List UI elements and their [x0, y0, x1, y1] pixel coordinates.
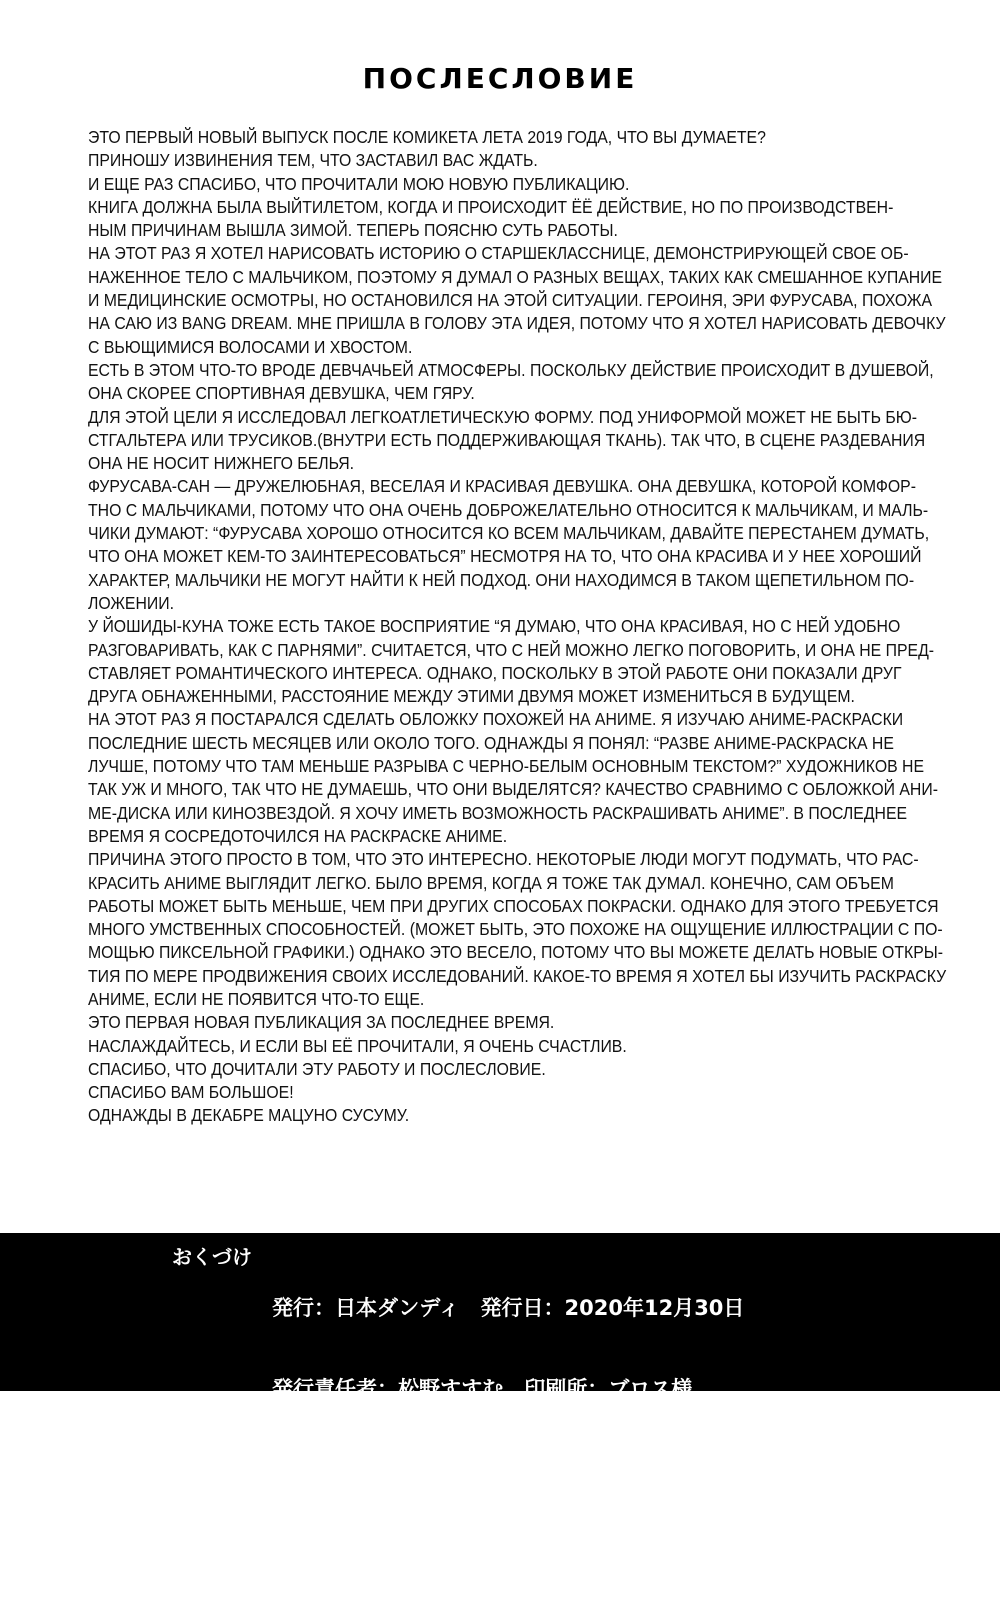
text-line: ТНО С МАЛЬЧИКАМИ, ПОТОМУ ЧТО ОНА ОЧЕНЬ ДОБРОЖЕЛАТЕЛЬНО ОТНОСИТСЯ К МАЛЬЧИКАМ, И МАЛЬ- — [88, 499, 929, 520]
text-line: ДЛЯ ЭТОЙ ЦЕЛИ Я ИССЛЕДОВАЛ ЛЕГКОАТЛЕТИЧЕСКУЮ ФОРМУ. ПОД УНИФОРМОЙ МОЖЕТ НЕ БЫТЬ БЮ- — [88, 406, 917, 427]
text-line: МЕ-ДИСКА ИЛИ КИНОЗВЕЗДОЙ. Я ХОЧУ ИМЕТЬ ВОЗМОЖНОСТЬ РАСКРАШИВАТЬ АНИМЕ”. В ПОСЛЕДНЕЕ — [88, 802, 908, 823]
colophon-row-publisher: 発行：日本ダンディ 発行日：2020年12月30日 — [272, 1296, 745, 1320]
text-line: СТАВЛЯЕТ РОМАНТИЧЕСКОГО ИНТЕРЕСА. ОДНАКО, ПОСКОЛЬКУ В ЭТОЙ РАБОТЕ ОНИ ПОКАЗАЛИ ДРУГ — [88, 662, 902, 683]
text-line: ЛОЖЕНИИ. — [88, 592, 175, 613]
text-line: ФУРУСАВА-САН — ДРУЖЕЛЮБНАЯ, ВЕСЕЛАЯ И КРАСИВАЯ ДЕВУШКА. ОНА ДЕВУШКА, КОТОРОЙ КОМФОР- — [88, 476, 916, 497]
colophon-row-responsible: 発行責任者：松野すすむ 印刷所：ブロス様 — [272, 1377, 693, 1401]
text-line: КРАСИТЬ АНИМЕ ВЫГЛЯДИТ ЛЕГКО. БЫЛО ВРЕМЯ, КОГДА Я ТОЖЕ ТАК ДУМАЛ. КОНЕЧНО, САМ ОБЪЕМ — [88, 872, 894, 893]
text-line: КНИГА ДОЛЖНА БЫЛА ВЫЙТИЛЕТОМ, КОГДА И ПРОИСХОДИТ ЁЁ ДЕЙСТВИЕ, НО ПО ПРОИЗВОДСТВЕН- — [88, 196, 894, 217]
text-line: ЧТО ОНА МОЖЕТ КЕМ-ТО ЗАИНТЕРЕСОВАТЬСЯ” НЕСМОТРЯ НА ТО, ЧТО ОНА КРАСИВА И У НЕЕ ХОРОШИЙ — [88, 546, 922, 567]
text-line: АНИМЕ, ЕСЛИ НЕ ПОЯВИТСЯ ЧТО-ТО ЕЩЕ. — [88, 988, 425, 1009]
text-line: ЭТО ПЕРВЫЙ НОВЫЙ ВЫПУСК ПОСЛЕ КОМИКЕТА ЛЕТА 2019 ГОДА, ЧТО ВЫ ДУМАЕТЕ? — [88, 127, 766, 147]
text-line: ПОСЛЕДНИЕ ШЕСТЬ МЕСЯЦЕВ ИЛИ ОКОЛО ТОГО. ОДНАЖДЫ Я ПОНЯЛ: “РАЗВЕ АНИМЕ-РАСКРАСКА НЕ — [88, 732, 894, 753]
text-line: ЧИКИ ДУМАЮТ: “ФУРУСАВА ХОРОШО ОТНОСИТСЯ КО ВСЕМ МАЛЬЧИКАМ, ДАВАЙТЕ ПЕРЕСТАНЕМ ДУМАТЬ, — [88, 523, 930, 544]
colophon-label: おくづけ — [172, 1245, 252, 1269]
colophon-footer — [0, 1233, 1000, 1563]
text-line: ОДНАЖДЫ В ДЕКАБРЕ МАЦУНО СУСУМУ. — [88, 1105, 410, 1126]
text-line: МОЩЬЮ ПИКСЕЛЬНОЙ ГРАФИКИ.) ОДНАКО ЭТО ВЕСЕЛО, ПОТОМУ ЧТО ВЫ МОЖЕТЕ ДЕЛАТЬ НОВЫЕ ОТКРЫ- — [88, 942, 944, 963]
text-line: ОНА СКОРЕЕ СПОРТИВНАЯ ДЕВУШКА, ЧЕМ ГЯРУ. — [88, 383, 475, 404]
text-line: ОНА НЕ НОСИТ НИЖНЕГО БЕЛЬЯ. — [88, 453, 355, 474]
text-line: РАБОТЫ МОЖЕТ БЫТЬ МЕНЬШЕ, ЧЕМ ПРИ ДРУГИХ СПОСОБАХ ПОКРАСКИ. ОДНАКО ДЛЯ ЭТОГО ТРЕБУЕТСЯ — [88, 895, 939, 916]
afterword-text — [88, 126, 963, 1128]
text-line: СТГАЛЬТЕРА ИЛИ ТРУСИКОВ.(ВНУТРИ ЕСТЬ ПОДДЕРЖИВАЮЩАЯ ТКАНЬ). ТАК ЧТО, В СЦЕНЕ РАЗДЕВАНИЯ — [88, 429, 926, 450]
text-line: ХАРАКТЕР, МАЛЬЧИКИ НЕ МОГУТ НАЙТИ К НЕЙ ПОДХОД. ОНИ НАХОДИМСЯ В ТАКОМ ЩЕПЕТИЛЬНОМ ПО- — [88, 569, 915, 590]
text-line: ЛУЧШЕ, ПОТОМУ ЧТО ТАМ МЕНЬШЕ РАЗРЫВА С ЧЕРНО-БЕЛЫМ ОСНОВНЫМ ТЕКСТОМ?” ХУДОЖНИКОВ НЕ — [88, 756, 925, 777]
text-line: НАСЛАЖДАЙТЕСЬ, И ЕСЛИ ВЫ ЕЁ ПРОЧИТАЛИ, Я ОЧЕНЬ СЧАСТЛИВ. — [88, 1035, 627, 1056]
text-line: ВРЕМЯ Я СОСРЕДОТОЧИЛСЯ НА РАСКРАСКЕ АНИМЕ. — [88, 825, 508, 846]
text-line: ПРИЧИНА ЭТОГО ПРОСТО В ТОМ, ЧТО ЭТО ИНТЕРЕСНО. НЕКОТОРЫЕ ЛЮДИ МОГУТ ПОДУМАТЬ, ЧТО РАС- — [88, 849, 919, 870]
text-line: ЕСТЬ В ЭТОМ ЧТО-ТО ВРОДЕ ДЕВЧАЧЬЕЙ АТМОСФЕРЫ. ПОСКОЛЬКУ ДЕЙСТВИЕ ПРОИСХОДИТ В ДУШЕВОЙ, — [88, 359, 934, 380]
text-line: НА ЭТОТ РАЗ Я ПОСТАРАЛСЯ СДЕЛАТЬ ОБЛОЖКУ ПОХОЖЕЙ НА АНИМЕ. Я ИЗУЧАЮ АНИМЕ-РАСКРАСКИ — [88, 709, 904, 730]
text-line: И МЕДИЦИНСКИЕ ОСМОТРЫ, НО ОСТАНОВИЛСЯ НА ЭТОЙ СИТУАЦИИ. ГЕРОИНЯ, ЭРИ ФУРУСАВА, ПОХОЖА — [88, 290, 933, 311]
text-line: У ЙОШИДЫ-КУНА ТОЖЕ ЕСТЬ ТАКОЕ ВОСПРИЯТИЕ “Я ДУМАЮ, ЧТО ОНА КРАСИВАЯ, НО С НЕЙ УДОБНО — [88, 616, 901, 637]
text-line: ТИЯ ПО МЕРЕ ПРОДВИЖЕНИЯ СВОИХ ИССЛЕДОВАНИЙ. КАКОЕ-ТО ВРЕМЯ Я ХОТЕЛ БЫ ИЗУЧИТЬ РАСКРАСКУ — [88, 965, 947, 986]
text-line: ПРИНОШУ ИЗВИНЕНИЯ ТЕМ, ЧТО ЗАСТАВИЛ ВАС ЖДАТЬ. — [88, 150, 538, 171]
text-line: РАЗГОВАРИВАТЬ, КАК С ПАРНЯМИ”. СЧИТАЕТСЯ, ЧТО С НЕЙ МОЖНО ЛЕГКО ПОГОВОРИТЬ, И ОНА НЕ ПРЕД- — [88, 639, 935, 660]
text-line: И ЕЩЕ РАЗ СПАСИБО, ЧТО ПРОЧИТАЛИ МОЮ НОВУЮ ПУБЛИКАЦИЮ. — [88, 173, 630, 194]
text-line: НАЖЕННОЕ ТЕЛО С МАЛЬЧИКОМ, ПОЭТОМУ Я ДУМАЛ О РАЗНЫХ ВЕЩАХ, ТАКИХ КАК СМЕШАННОЕ КУПАНИЕ — [88, 266, 943, 287]
text-line: С ВЬЮЩИМИСЯ ВОЛОСАМИ И ХВОСТОМ. — [88, 336, 413, 357]
text-line: СПАСИБО ВАМ БОЛЬШОЕ! — [88, 1082, 294, 1103]
text-line: ДРУГА ОБНАЖЕННЫМИ, РАССТОЯНИЕ МЕЖДУ ЭТИМИ ДВУМЯ МОЖЕТ ИЗМЕНИТЬСЯ В БУДУЩЕМ. — [88, 686, 855, 707]
colophon-row-contact: 連絡先 postmaster@nihondandy.sakura.ne.jp — [272, 1458, 806, 1482]
colophon-row-site: サイト「日本ダンディ」 http://nihondandy.sakura.ne.jp/ — [272, 1539, 885, 1563]
text-line: НА ЭТОТ РАЗ Я ХОТЕЛ НАРИСОВАТЬ ИСТОРИЮ О СТАРШЕКЛАССНИЦЕ, ДЕМОНСТРИРУЮЩЕЙ СВОЕ ОБ- — [88, 243, 909, 264]
text-line: ЭТО ПЕРВАЯ НОВАЯ ПУБЛИКАЦИЯ ЗА ПОСЛЕДНЕЕ ВРЕМЯ. — [88, 1012, 555, 1033]
text-line: ТАК УЖ И МНОГО, ТАК ЧТО НЕ ДУМАЕШЬ, ЧТО ОНИ ВЫДЕЛЯТСЯ? КАЧЕСТВО СРАВНИМО С ОБЛОЖКОЙ АНИ- — [88, 779, 938, 800]
colophon-details — [272, 1241, 885, 1619]
text-line: СПАСИБО, ЧТО ДОЧИТАЛИ ЭТУ РАБОТУ И ПОСЛЕСЛОВИЕ. — [88, 1058, 546, 1079]
text-line: НЫМ ПРИЧИНАМ ВЫШЛА ЗИМОЙ. ТЕПЕРЬ ПОЯСНЮ СУТЬ РАБОТЫ. — [88, 220, 618, 241]
page-title: ПОСЛЕСЛОВИЕ — [362, 62, 638, 95]
text-line: НА САЮ ИЗ BANG DREAM. МНЕ ПРИШЛА В ГОЛОВУ ЭТА ИДЕЯ, ПОТОМУ ЧТО Я ХОТЕЛ НАРИСОВАТЬ ДЕВОЧКУ — [88, 313, 946, 334]
text-line: МНОГО УМСТВЕННЫХ СПОСОБНОСТЕЙ. (МОЖЕТ БЫТЬ, ЭТО ПОХОЖЕ НА ОЩУЩЕНИЕ ИЛЛЮСТРАЦИИ С ПО- — [88, 919, 943, 940]
